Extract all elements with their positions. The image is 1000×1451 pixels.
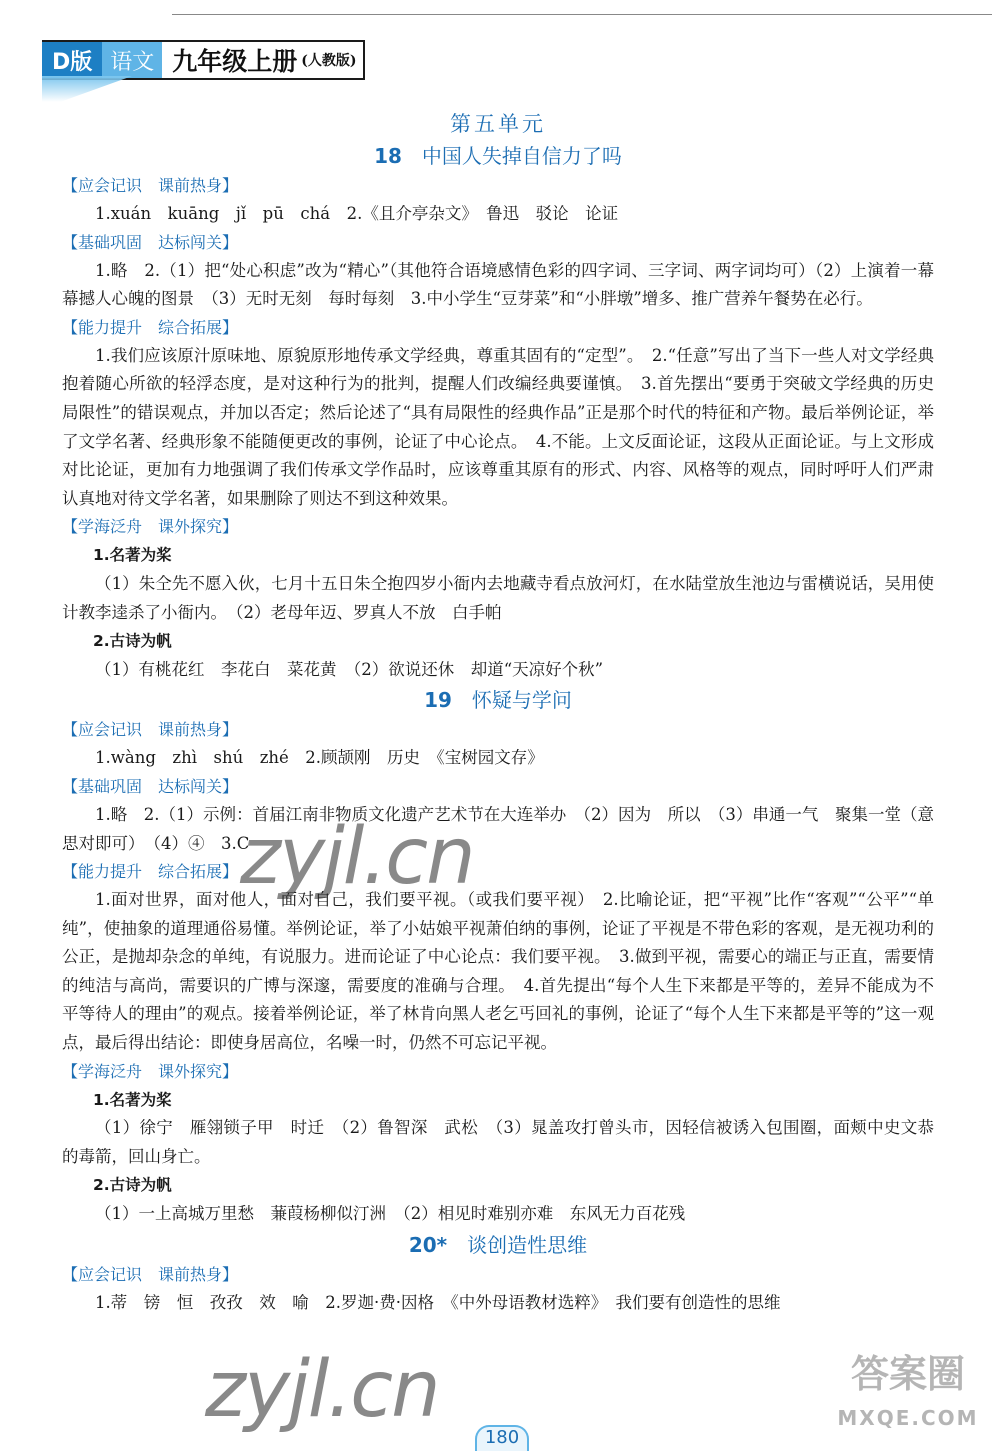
section-heading: 【学海泛舟 课外探究】 (62, 517, 239, 537)
answer-paragraph: （1）朱仝先不愿入伙，七月十五日朱仝抱四岁小衙内去地藏寺看点放河灯，在水陆堂放生池边与雷横说话，吴用使计教李逵杀了小衙内。 （2）老母年迈、罗真人不放 白手帕 (62, 573, 934, 622)
book-header (42, 40, 365, 80)
lesson-title (62, 1229, 934, 1261)
answer-paragraph: 1.我们应该原汁原味地、原貌原形地传承文学经典，尊重其固有的“定型”。 2.“任意”写出了当下一些人对文学经典抱着随心所欲的轻浮态度，是对这种行为的批判，提醒人们改编经典要谨慎。 3.首先摆出“要勇于突破文学经典的历史局限性”的错误观点，并加以否定；然后论述了“具有局限性的经典作品”正是那个时代的特征和产物。最后举例论证，举了文学名著、经典形象不能随便更改的事例，论证了中心论点。 4.不能。上文反面论证，这段从正面论证。与上文形成对比论证，更加有力地强调了我们传承文学作品时，应该尊重其原有的形式、内容、风格等的观点，同时呼吁人们严肃认真地对待文学名著，如果删除了则达不到这种效果。 (62, 345, 934, 508)
subject-badge: 语文 (102, 42, 162, 78)
sub-heading: 2.古诗为帆 (93, 632, 172, 651)
answer-paragraph: 1.xuán kuāng jǐ pū chá 2.《且介亭杂文》 鲁迅 驳论 论证 (95, 204, 619, 223)
lesson-number: 18 (374, 144, 402, 168)
answer-paragraph: 1.wàng zhì shú zhé 2.顾颉刚 历史 《宝树园文存》 (95, 748, 544, 768)
section-heading: 【基础巩固 达标闯关】 (62, 232, 239, 252)
lesson-title (62, 684, 934, 716)
sub-heading: 1.名著为桨 (93, 546, 172, 565)
sub-heading: 1.名著为桨 (93, 1090, 172, 1109)
lesson-number: 20* (408, 1232, 448, 1257)
section-heading: 【能力提升 综合拓展】 (62, 317, 239, 337)
section-heading: 【应会记识 课前热身】 (62, 176, 239, 195)
page-number: 180 (475, 1425, 529, 1451)
answer-paragraph: （1）有桃花红 李花白 菜花黄 （2）欲说还休 却道“天凉好个秋” (95, 659, 604, 679)
grade-title (162, 42, 362, 78)
section-heading: 【应会记识 课前热身】 (62, 1264, 239, 1284)
section-heading: 【基础巩固 达标闯关】 (62, 776, 239, 796)
answer-paragraph: （1）徐宁 雁翎锁子甲 时迁 （2）鲁智深 武松 （3）晁盖攻打曾头市，因轻信被诱入包围圈，面颊中史文恭的毒箭，回山身亡。 (62, 1118, 934, 1166)
lesson-name: 谈创造性思维 (467, 1232, 588, 1257)
stamp-watermark (828, 1352, 988, 1442)
lesson-name: 中国人失掉自信力了吗 (421, 144, 622, 168)
answer-paragraph: 1.略 2.（1）把“处心积虑”改为“精心”（其他符合语境感情色彩的四字词、三字词、两字词均可）（2）上演着一幕幕撼人心魄的图景 （3）无时无刻 每时每刻 3.中小学生“豆芽菜”和“小胖墩”增多、推广营养午餐势在必行。 (62, 260, 934, 309)
stamp-top: 答案圈 (850, 1352, 965, 1396)
watermark-1: zyjl.cn (240, 812, 474, 902)
answer-content (62, 108, 934, 1317)
lessons-container (62, 140, 934, 1317)
section-heading: 【应会记识 课前热身】 (62, 720, 239, 740)
grade-label: 九年级上册 (172, 47, 298, 76)
watermark-2: zyjl.cn (205, 1345, 439, 1435)
lesson-name: 怀疑与学问 (471, 688, 572, 713)
header-decoration (42, 76, 132, 102)
version-label: (人教版) (301, 53, 357, 69)
unit-title: 第五单元 (450, 112, 546, 136)
edition-badge: D版 (42, 42, 102, 78)
sub-heading: 2.古诗为帆 (93, 1176, 172, 1195)
answer-paragraph: 1.蒂 镑 恒 孜孜 效 喻 2.罗迦·费·因格 《中外母语教材选粹》 我们要有创造性的思维 (95, 1292, 781, 1312)
section-heading: 【能力提升 综合拓展】 (62, 862, 239, 882)
top-rule (172, 14, 992, 15)
section-heading: 【学海泛舟 课外探究】 (62, 1061, 239, 1081)
lesson-title (62, 140, 934, 172)
stamp-bottom: MXQE.COM (837, 1406, 979, 1430)
answer-paragraph: 1.略 2.（1）示例：首届江南非物质文化遗产艺术节在大连举办 （2）因为 所以 （3）串通一气 聚集一堂（意思对即可） （4）④ 3.C (62, 804, 934, 853)
answer-paragraph: （1）一上高城万里愁 蒹葭杨柳似汀洲 （2）相见时难别亦难 东风无力百花残 (95, 1204, 686, 1224)
answer-paragraph: 1.面对世界，面对他人，面对自己，我们要平视。（或我们要平视） 2.比喻论证，把“平视”比作“客观”“公平”“单纯”，使抽象的道理通俗易懂。举例论证，举了小姑娘平视萧伯纳的事例，论证了平视是不带色彩的客观，是无视功利的公正，是抛却杂念的单纯，有说服力。进而论证了中心论点：我们要平视。 3.做到平视，需要心的端正与正直，需要情的纯洁与高尚，需要识的广博与深邃，需要度的准确与合理。 4.首先提出“每个人生下来都是平等的，差异不能成为不平等待人的理由”的观点。接着举例论证，举了林肯向黑人老乞丐回礼的事例，论证了“每个人生下来都是平等的”这一观点，最后得出结论：即使身居高位，名噪一时，仍然不可忘记平视。 (62, 890, 934, 1053)
lesson-number: 19 (424, 688, 452, 713)
